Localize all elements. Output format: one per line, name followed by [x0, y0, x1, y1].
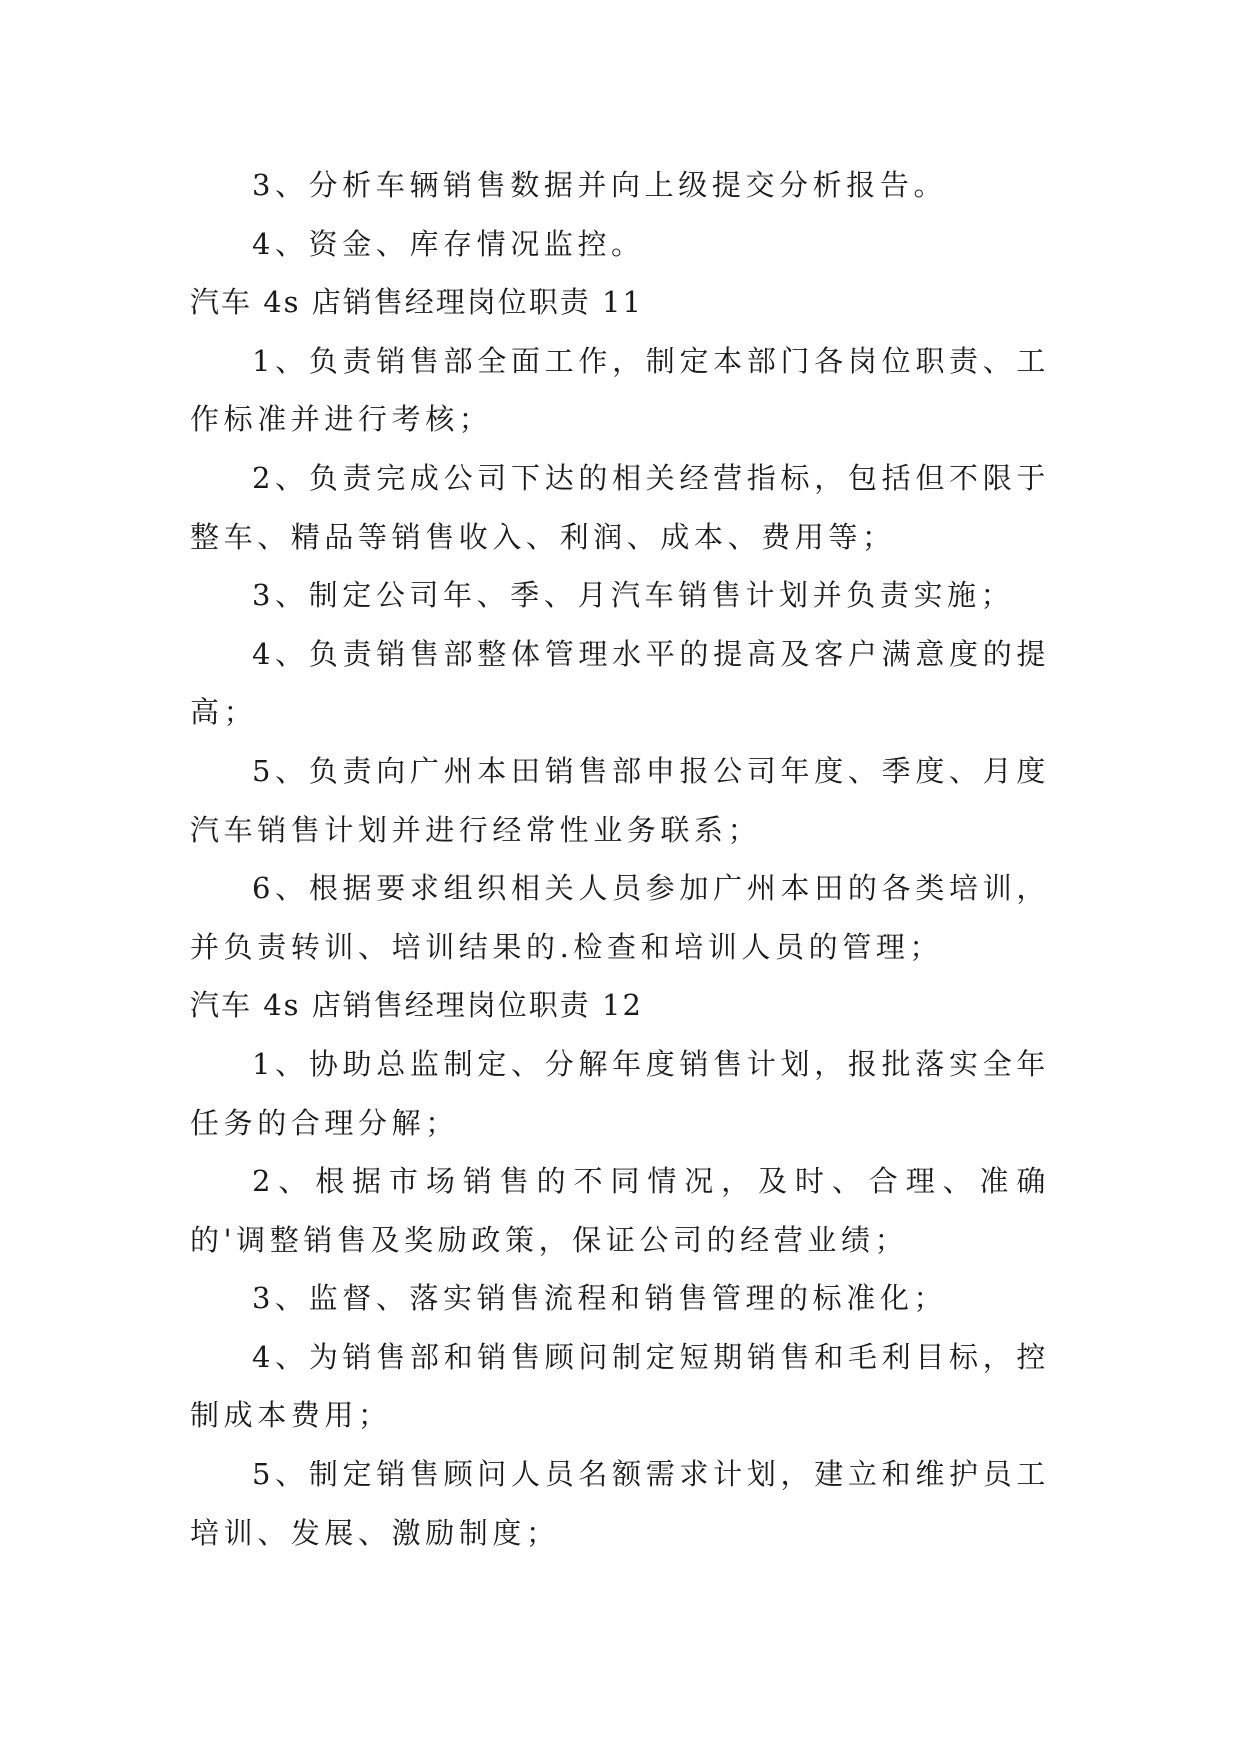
section-heading: 汽车 4s 店销售经理岗位职责 12: [190, 988, 643, 1023]
paragraph: 2、负责完成公司下达的相关经营指标，包括但不限于整车、精品等销售收入、利润、成本、费用等；: [190, 460, 1050, 554]
paragraph: 1、协助总监制定、分解年度销售计划，报批落实全年任务的合理分解；: [190, 1046, 1050, 1140]
paragraph: 4、负责销售部整体管理水平的提高及客户满意度的提高；: [190, 636, 1050, 730]
section-heading: 汽车 4s 店销售经理岗位职责 11: [190, 285, 643, 320]
paragraph: 5、制定销售顾问人员名额需求计划，建立和维护员工培训、发展、激励制度；: [190, 1457, 1050, 1550]
paragraph: 4、资金、库存情况监控。: [252, 226, 645, 261]
paragraph: 3、监督、落实销售流程和销售管理的标准化；: [252, 1281, 948, 1316]
paragraph: 5、负责向广州本田销售部申报公司年度、季度、月度汽车销售计划并进行经常性业务联系；: [190, 753, 1050, 847]
paragraph: 4、为销售部和销售顾问制定短期销售和毛利目标，控制成本费用；: [190, 1339, 1050, 1433]
paragraph: 2、根据市场销售的不同情况，及时、合理、准确的'调整销售及奖励政策，保证公司的经营业绩；: [190, 1164, 1050, 1257]
document-body: [190, 156, 1050, 1562]
paragraph: 1、负责销售部全面工作，制定本部门各岗位职责、工作标准并进行考核；: [190, 343, 1050, 437]
paragraph: 3、制定公司年、季、月汽车销售计划并负责实施；: [252, 578, 1015, 613]
paragraph: 6、根据要求组织相关人员参加广州本田的各类培训，并负责转训、培训结果的.检查和培训人员的管理；: [190, 871, 1050, 964]
paragraph: 3、分析车辆销售数据并向上级提交分析报告。: [252, 168, 948, 202]
